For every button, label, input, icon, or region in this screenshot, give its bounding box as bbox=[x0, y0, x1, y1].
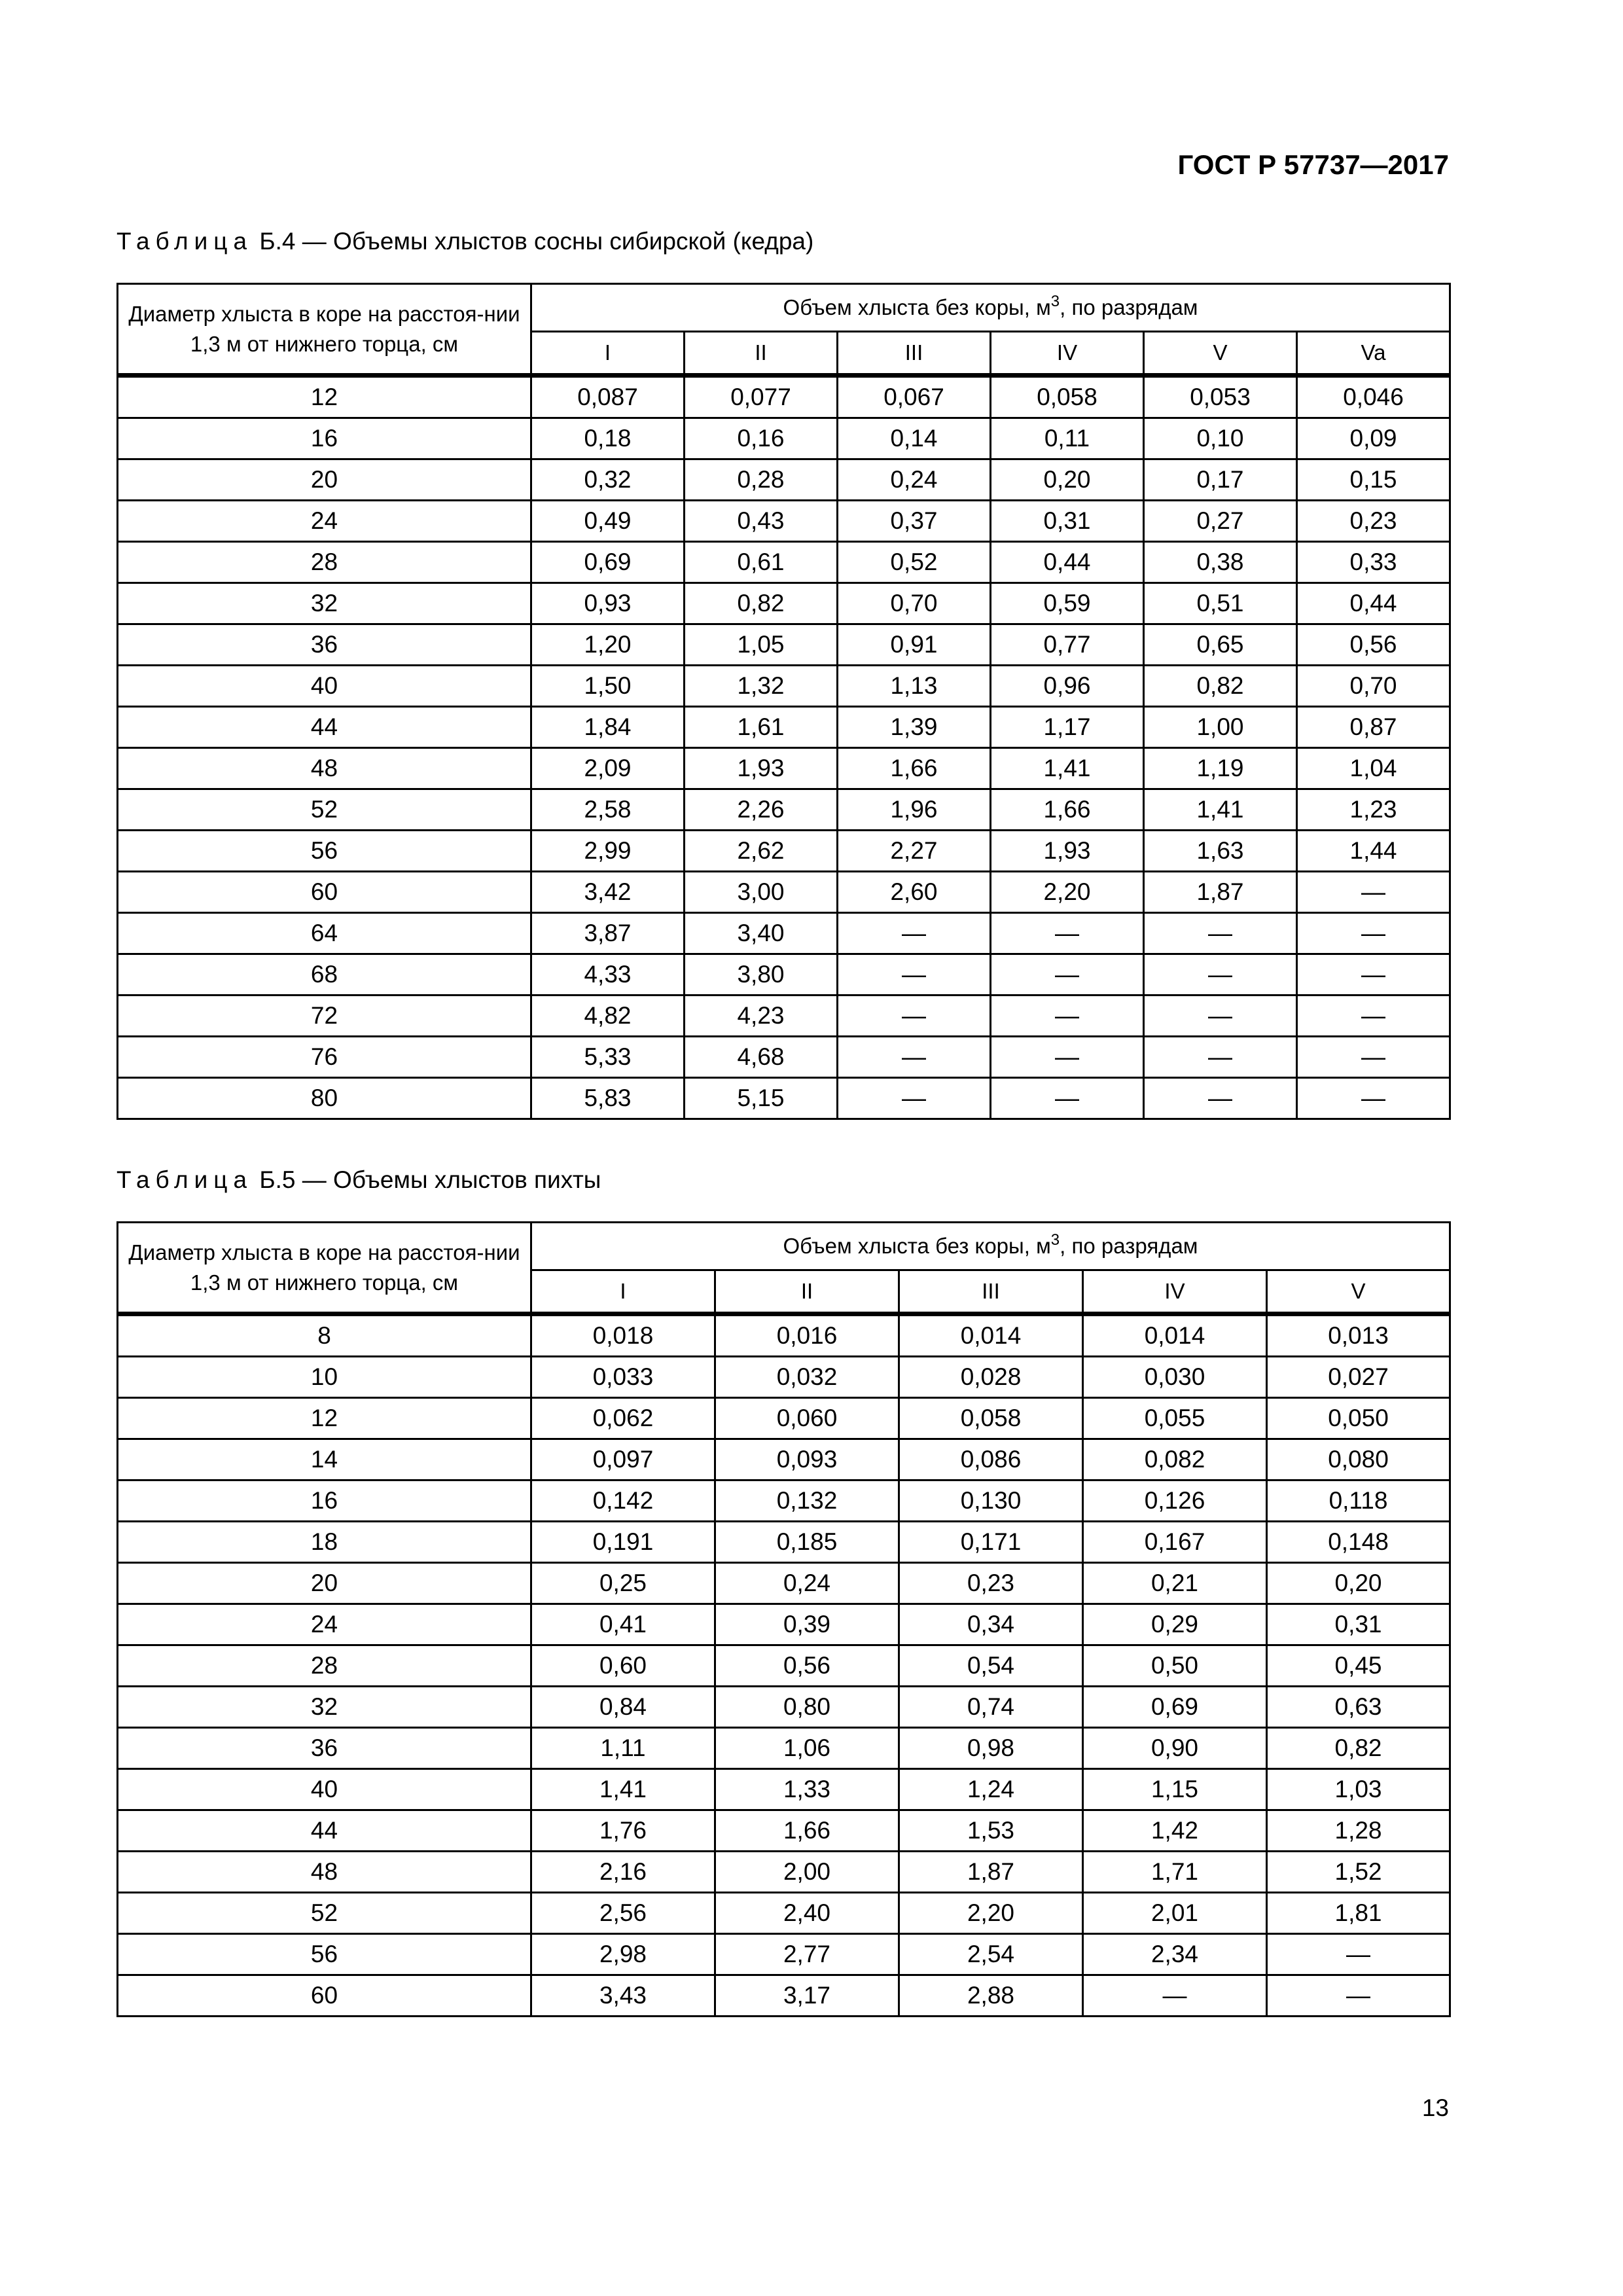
volume-cell: 1,71 bbox=[1083, 1852, 1267, 1893]
diameter-cell: 14 bbox=[118, 1439, 531, 1480]
table-row bbox=[118, 1975, 1450, 2017]
volume-cell: 1,28 bbox=[1267, 1810, 1450, 1852]
volume-cell: 0,39 bbox=[715, 1604, 899, 1645]
table-row bbox=[118, 1810, 1450, 1852]
volume-cell: 0,077 bbox=[685, 376, 838, 418]
volume-cell: 1,05 bbox=[685, 624, 838, 666]
volume-cell: 1,03 bbox=[1267, 1769, 1450, 1810]
volume-cell: 0,053 bbox=[1144, 376, 1297, 418]
volume-cell: 0,60 bbox=[531, 1645, 715, 1687]
volume-cell: 1,19 bbox=[1144, 748, 1297, 789]
volume-cell: 0,087 bbox=[531, 376, 685, 418]
volume-cell: — bbox=[1297, 1037, 1450, 1078]
volume-cell: 0,027 bbox=[1267, 1357, 1450, 1398]
table-b4-caption-word: Таблица bbox=[116, 228, 253, 255]
volume-cell: — bbox=[1267, 1975, 1450, 2017]
volume-cell: 0,058 bbox=[991, 376, 1144, 418]
volume-cell: 4,33 bbox=[531, 954, 685, 996]
volume-cell: 1,93 bbox=[685, 748, 838, 789]
table-b5-class-header: II bbox=[715, 1270, 899, 1314]
diameter-cell: 32 bbox=[118, 1687, 531, 1728]
volume-cell: 0,16 bbox=[685, 418, 838, 459]
volume-cell: 0,59 bbox=[991, 583, 1144, 624]
table-b4-class-header: I bbox=[531, 332, 685, 376]
volume-cell: 0,082 bbox=[1083, 1439, 1267, 1480]
volume-cell: 2,34 bbox=[1083, 1934, 1267, 1975]
volume-cell: 0,31 bbox=[1267, 1604, 1450, 1645]
table-b5-diameter-header: Диаметр хлыста в коре на расстоя-нии 1,3 м от нижнего торца, см bbox=[118, 1223, 531, 1314]
volume-cell: 2,00 bbox=[715, 1852, 899, 1893]
table-b5-caption-text: Б.5 — Объемы хлыстов пихты bbox=[259, 1166, 601, 1193]
table-b4-diameter-header: Диаметр хлыста в коре на расстоя-нии 1,3 м от нижнего торца, см bbox=[118, 284, 531, 376]
volume-cell: 0,24 bbox=[838, 459, 991, 501]
table-row bbox=[118, 996, 1450, 1037]
volume-cell: 0,50 bbox=[1083, 1645, 1267, 1687]
volume-cell: 0,046 bbox=[1297, 376, 1450, 418]
volume-cell: 2,27 bbox=[838, 831, 991, 872]
volume-cell: 2,01 bbox=[1083, 1893, 1267, 1934]
table-b5-volume-header-sup: 3 bbox=[1050, 1231, 1060, 1249]
volume-cell: 1,76 bbox=[531, 1810, 715, 1852]
table-b4-volume-header bbox=[531, 284, 1450, 332]
volume-cell: 0,61 bbox=[685, 542, 838, 583]
table-row bbox=[118, 1934, 1450, 1975]
volume-cell: 0,14 bbox=[838, 418, 991, 459]
volume-cell: — bbox=[991, 913, 1144, 954]
volume-cell: — bbox=[1144, 996, 1297, 1037]
volume-cell: 0,11 bbox=[991, 418, 1144, 459]
diameter-cell: 76 bbox=[118, 1037, 531, 1078]
diameter-cell: 20 bbox=[118, 459, 531, 501]
volume-cell: — bbox=[838, 996, 991, 1037]
volume-cell: 1,42 bbox=[1083, 1810, 1267, 1852]
volume-cell: 0,126 bbox=[1083, 1480, 1267, 1522]
diameter-cell: 24 bbox=[118, 1604, 531, 1645]
volume-cell: 0,65 bbox=[1144, 624, 1297, 666]
volume-cell: 0,20 bbox=[991, 459, 1144, 501]
table-b5-caption-word: Таблица bbox=[116, 1166, 253, 1193]
table-b5-volume-header-text: Объем хлыста без коры, м bbox=[783, 1234, 1051, 1258]
table-b4-volume-header-suffix: , по разрядам bbox=[1060, 295, 1198, 319]
volume-cell: 1,93 bbox=[991, 831, 1144, 872]
table-row bbox=[118, 376, 1450, 418]
volume-cell: 2,09 bbox=[531, 748, 685, 789]
volume-cell: 5,15 bbox=[685, 1078, 838, 1119]
volume-cell: 1,53 bbox=[899, 1810, 1083, 1852]
volume-cell: 0,191 bbox=[531, 1522, 715, 1563]
table-row bbox=[118, 418, 1450, 459]
volume-cell: 3,40 bbox=[685, 913, 838, 954]
volume-cell: 0,27 bbox=[1144, 501, 1297, 542]
volume-cell: 0,014 bbox=[1083, 1314, 1267, 1357]
diameter-cell: 80 bbox=[118, 1078, 531, 1119]
volume-cell: 0,093 bbox=[715, 1439, 899, 1480]
table-b4-caption-text: Б.4 — Объемы хлыстов сосны сибирской (кедра) bbox=[259, 228, 814, 255]
volume-cell: — bbox=[838, 1078, 991, 1119]
volume-cell: 3,80 bbox=[685, 954, 838, 996]
volume-cell: 0,93 bbox=[531, 583, 685, 624]
volume-cell: 0,80 bbox=[715, 1687, 899, 1728]
volume-cell: 0,09 bbox=[1297, 418, 1450, 459]
table-b4-class-header: V bbox=[1144, 332, 1297, 376]
volume-cell: 0,98 bbox=[899, 1728, 1083, 1769]
volume-cell: — bbox=[1297, 996, 1450, 1037]
volume-cell: — bbox=[838, 913, 991, 954]
table-b4-class-header: IV bbox=[991, 332, 1144, 376]
volume-cell: — bbox=[1297, 913, 1450, 954]
volume-cell: 1,24 bbox=[899, 1769, 1083, 1810]
volume-cell: 0,10 bbox=[1144, 418, 1297, 459]
volume-cell: 0,148 bbox=[1267, 1522, 1450, 1563]
volume-cell: 0,82 bbox=[1144, 666, 1297, 707]
diameter-cell: 36 bbox=[118, 624, 531, 666]
volume-cell: 1,20 bbox=[531, 624, 685, 666]
table-b4-caption bbox=[116, 228, 813, 255]
volume-cell: 2,60 bbox=[838, 872, 991, 913]
volume-cell: 0,055 bbox=[1083, 1398, 1267, 1439]
volume-cell: 1,61 bbox=[685, 707, 838, 748]
diameter-cell: 8 bbox=[118, 1314, 531, 1357]
diameter-cell: 56 bbox=[118, 1934, 531, 1975]
volume-cell: 1,66 bbox=[838, 748, 991, 789]
volume-cell: 0,38 bbox=[1144, 542, 1297, 583]
table-row bbox=[118, 913, 1450, 954]
volume-cell: 1,04 bbox=[1297, 748, 1450, 789]
table-row bbox=[118, 748, 1450, 789]
table-b5-class-header: IV bbox=[1083, 1270, 1267, 1314]
volume-cell: — bbox=[1144, 954, 1297, 996]
volume-cell: 2,16 bbox=[531, 1852, 715, 1893]
volume-cell: 0,171 bbox=[899, 1522, 1083, 1563]
volume-cell: 1,81 bbox=[1267, 1893, 1450, 1934]
diameter-cell: 40 bbox=[118, 666, 531, 707]
volume-cell: 0,56 bbox=[1297, 624, 1450, 666]
diameter-cell: 18 bbox=[118, 1522, 531, 1563]
table-row bbox=[118, 459, 1450, 501]
volume-cell: 0,34 bbox=[899, 1604, 1083, 1645]
table-row bbox=[118, 624, 1450, 666]
volume-cell: 2,40 bbox=[715, 1893, 899, 1934]
volume-cell: 1,84 bbox=[531, 707, 685, 748]
table-b5-volume-header bbox=[531, 1223, 1450, 1270]
table-b5 bbox=[116, 1221, 1451, 2017]
volume-cell: 2,26 bbox=[685, 789, 838, 831]
volume-cell: 1,23 bbox=[1297, 789, 1450, 831]
diameter-cell: 56 bbox=[118, 831, 531, 872]
table-b5-class-header: I bbox=[531, 1270, 715, 1314]
volume-cell: 3,17 bbox=[715, 1975, 899, 2017]
volume-cell: 1,06 bbox=[715, 1728, 899, 1769]
volume-cell: 1,87 bbox=[899, 1852, 1083, 1893]
diameter-cell: 48 bbox=[118, 1852, 531, 1893]
volume-cell: 1,52 bbox=[1267, 1852, 1450, 1893]
volume-cell: — bbox=[991, 954, 1144, 996]
volume-cell: 0,080 bbox=[1267, 1439, 1450, 1480]
table-row bbox=[118, 707, 1450, 748]
table-row bbox=[118, 1037, 1450, 1078]
diameter-cell: 52 bbox=[118, 1893, 531, 1934]
table-row bbox=[118, 1398, 1450, 1439]
volume-cell: 0,56 bbox=[715, 1645, 899, 1687]
volume-cell: 2,20 bbox=[991, 872, 1144, 913]
table-row bbox=[118, 1893, 1450, 1934]
diameter-cell: 68 bbox=[118, 954, 531, 996]
volume-cell: 0,030 bbox=[1083, 1357, 1267, 1398]
volume-cell: 0,086 bbox=[899, 1439, 1083, 1480]
volume-cell: 0,058 bbox=[899, 1398, 1083, 1439]
table-b4-class-header: II bbox=[685, 332, 838, 376]
diameter-cell: 52 bbox=[118, 789, 531, 831]
volume-cell: 2,62 bbox=[685, 831, 838, 872]
volume-cell: — bbox=[1297, 872, 1450, 913]
volume-cell: 0,130 bbox=[899, 1480, 1083, 1522]
volume-cell: 0,37 bbox=[838, 501, 991, 542]
volume-cell: 0,51 bbox=[1144, 583, 1297, 624]
volume-cell: — bbox=[1083, 1975, 1267, 2017]
volume-cell: 0,118 bbox=[1267, 1480, 1450, 1522]
table-b5-class-header: V bbox=[1267, 1270, 1450, 1314]
diameter-cell: 44 bbox=[118, 1810, 531, 1852]
volume-cell: 2,54 bbox=[899, 1934, 1083, 1975]
table-row bbox=[118, 1728, 1450, 1769]
volume-cell: 4,68 bbox=[685, 1037, 838, 1078]
volume-cell: — bbox=[1297, 1078, 1450, 1119]
volume-cell: 0,23 bbox=[899, 1563, 1083, 1604]
volume-cell: 1,50 bbox=[531, 666, 685, 707]
diameter-cell: 60 bbox=[118, 1975, 531, 2017]
volume-cell: 1,66 bbox=[991, 789, 1144, 831]
volume-cell: 1,66 bbox=[715, 1810, 899, 1852]
diameter-cell: 20 bbox=[118, 1563, 531, 1604]
volume-cell: 0,167 bbox=[1083, 1522, 1267, 1563]
volume-cell: 0,41 bbox=[531, 1604, 715, 1645]
table-b4-volume-header-sup: 3 bbox=[1050, 293, 1060, 310]
volume-cell: — bbox=[991, 1078, 1144, 1119]
volume-cell: 0,49 bbox=[531, 501, 685, 542]
table-row bbox=[118, 1604, 1450, 1645]
volume-cell: 0,91 bbox=[838, 624, 991, 666]
table-row bbox=[118, 1314, 1450, 1357]
volume-cell: 0,17 bbox=[1144, 459, 1297, 501]
volume-cell: 2,77 bbox=[715, 1934, 899, 1975]
volume-cell: 1,15 bbox=[1083, 1769, 1267, 1810]
volume-cell: 0,84 bbox=[531, 1687, 715, 1728]
diameter-cell: 10 bbox=[118, 1357, 531, 1398]
volume-cell: — bbox=[1144, 913, 1297, 954]
table-b5-class-header: III bbox=[899, 1270, 1083, 1314]
diameter-cell: 40 bbox=[118, 1769, 531, 1810]
diameter-cell: 16 bbox=[118, 1480, 531, 1522]
table-row bbox=[118, 1852, 1450, 1893]
volume-cell: 0,77 bbox=[991, 624, 1144, 666]
volume-cell: 0,033 bbox=[531, 1357, 715, 1398]
volume-cell: — bbox=[991, 996, 1144, 1037]
volume-cell: 1,13 bbox=[838, 666, 991, 707]
volume-cell: 0,43 bbox=[685, 501, 838, 542]
diameter-cell: 60 bbox=[118, 872, 531, 913]
volume-cell: 0,24 bbox=[715, 1563, 899, 1604]
volume-cell: 1,41 bbox=[1144, 789, 1297, 831]
volume-cell: 1,33 bbox=[715, 1769, 899, 1810]
volume-cell: 1,00 bbox=[1144, 707, 1297, 748]
table-row bbox=[118, 831, 1450, 872]
volume-cell: 0,20 bbox=[1267, 1563, 1450, 1604]
volume-cell: 0,21 bbox=[1083, 1563, 1267, 1604]
volume-cell: — bbox=[1144, 1037, 1297, 1078]
volume-cell: 3,00 bbox=[685, 872, 838, 913]
table-row bbox=[118, 1357, 1450, 1398]
volume-cell: 1,17 bbox=[991, 707, 1144, 748]
volume-cell: 1,32 bbox=[685, 666, 838, 707]
volume-cell: 1,39 bbox=[838, 707, 991, 748]
table-b4 bbox=[116, 283, 1451, 1120]
volume-cell: 0,013 bbox=[1267, 1314, 1450, 1357]
diameter-cell: 16 bbox=[118, 418, 531, 459]
diameter-cell: 64 bbox=[118, 913, 531, 954]
volume-cell: 3,43 bbox=[531, 1975, 715, 2017]
volume-cell: 1,63 bbox=[1144, 831, 1297, 872]
table-b4-volume-header-text: Объем хлыста без коры, м bbox=[783, 295, 1051, 319]
volume-cell: 0,142 bbox=[531, 1480, 715, 1522]
volume-cell: 0,050 bbox=[1267, 1398, 1450, 1439]
diameter-cell: 28 bbox=[118, 542, 531, 583]
table-row bbox=[118, 501, 1450, 542]
table-row bbox=[118, 542, 1450, 583]
volume-cell: 2,88 bbox=[899, 1975, 1083, 2017]
table-row bbox=[118, 872, 1450, 913]
diameter-cell: 24 bbox=[118, 501, 531, 542]
volume-cell: — bbox=[1144, 1078, 1297, 1119]
volume-cell: 0,87 bbox=[1297, 707, 1450, 748]
table-row bbox=[118, 1687, 1450, 1728]
volume-cell: 1,11 bbox=[531, 1728, 715, 1769]
volume-cell: 3,42 bbox=[531, 872, 685, 913]
volume-cell: 0,82 bbox=[1267, 1728, 1450, 1769]
table-row bbox=[118, 1439, 1450, 1480]
volume-cell: 0,52 bbox=[838, 542, 991, 583]
volume-cell: 4,82 bbox=[531, 996, 685, 1037]
volume-cell: 2,58 bbox=[531, 789, 685, 831]
volume-cell: 0,29 bbox=[1083, 1604, 1267, 1645]
table-b4-class-header: III bbox=[838, 332, 991, 376]
table-row bbox=[118, 1078, 1450, 1119]
table-row bbox=[118, 1563, 1450, 1604]
diameter-cell: 72 bbox=[118, 996, 531, 1037]
volume-cell: 0,44 bbox=[1297, 583, 1450, 624]
volume-cell: 0,90 bbox=[1083, 1728, 1267, 1769]
volume-cell: 0,45 bbox=[1267, 1645, 1450, 1687]
table-row bbox=[118, 789, 1450, 831]
document-code: ГОСТ Р 57737—2017 bbox=[1177, 149, 1449, 180]
volume-cell: 0,15 bbox=[1297, 459, 1450, 501]
volume-cell: 2,56 bbox=[531, 1893, 715, 1934]
volume-cell: 0,028 bbox=[899, 1357, 1083, 1398]
volume-cell: 0,74 bbox=[899, 1687, 1083, 1728]
volume-cell: 0,28 bbox=[685, 459, 838, 501]
table-row bbox=[118, 1522, 1450, 1563]
volume-cell: 0,032 bbox=[715, 1357, 899, 1398]
volume-cell: 1,44 bbox=[1297, 831, 1450, 872]
volume-cell: 0,63 bbox=[1267, 1687, 1450, 1728]
table-row bbox=[118, 1645, 1450, 1687]
volume-cell: 2,99 bbox=[531, 831, 685, 872]
volume-cell: 0,016 bbox=[715, 1314, 899, 1357]
volume-cell: 0,70 bbox=[838, 583, 991, 624]
table-row bbox=[118, 583, 1450, 624]
volume-cell: — bbox=[1267, 1934, 1450, 1975]
volume-cell: 0,44 bbox=[991, 542, 1144, 583]
volume-cell: 0,54 bbox=[899, 1645, 1083, 1687]
volume-cell: 0,69 bbox=[1083, 1687, 1267, 1728]
volume-cell: 0,067 bbox=[838, 376, 991, 418]
diameter-cell: 32 bbox=[118, 583, 531, 624]
volume-cell: 0,70 bbox=[1297, 666, 1450, 707]
table-row bbox=[118, 954, 1450, 996]
table-row bbox=[118, 666, 1450, 707]
volume-cell: 0,097 bbox=[531, 1439, 715, 1480]
volume-cell: 4,23 bbox=[685, 996, 838, 1037]
volume-cell: 0,060 bbox=[715, 1398, 899, 1439]
volume-cell: 0,185 bbox=[715, 1522, 899, 1563]
diameter-cell: 12 bbox=[118, 376, 531, 418]
volume-cell: 0,018 bbox=[531, 1314, 715, 1357]
volume-cell: — bbox=[838, 954, 991, 996]
volume-cell: 1,87 bbox=[1144, 872, 1297, 913]
volume-cell: 0,014 bbox=[899, 1314, 1083, 1357]
table-b4-class-header: Va bbox=[1297, 332, 1450, 376]
volume-cell: 0,31 bbox=[991, 501, 1144, 542]
volume-cell: — bbox=[1297, 954, 1450, 996]
volume-cell: 0,69 bbox=[531, 542, 685, 583]
table-row bbox=[118, 1480, 1450, 1522]
volume-cell: 1,96 bbox=[838, 789, 991, 831]
volume-cell: 0,96 bbox=[991, 666, 1144, 707]
page-number: 13 bbox=[1421, 2094, 1449, 2121]
volume-cell: — bbox=[838, 1037, 991, 1078]
volume-cell: 0,062 bbox=[531, 1398, 715, 1439]
diameter-cell: 36 bbox=[118, 1728, 531, 1769]
table-b5-volume-header-suffix: , по разрядам bbox=[1060, 1234, 1198, 1258]
diameter-cell: 28 bbox=[118, 1645, 531, 1687]
volume-cell: 2,98 bbox=[531, 1934, 715, 1975]
volume-cell: 0,82 bbox=[685, 583, 838, 624]
diameter-cell: 48 bbox=[118, 748, 531, 789]
diameter-cell: 12 bbox=[118, 1398, 531, 1439]
volume-cell: 0,33 bbox=[1297, 542, 1450, 583]
volume-cell: 5,33 bbox=[531, 1037, 685, 1078]
volume-cell: — bbox=[991, 1037, 1144, 1078]
volume-cell: 3,87 bbox=[531, 913, 685, 954]
volume-cell: 5,83 bbox=[531, 1078, 685, 1119]
volume-cell: 0,23 bbox=[1297, 501, 1450, 542]
volume-cell: 1,41 bbox=[531, 1769, 715, 1810]
volume-cell: 1,41 bbox=[991, 748, 1144, 789]
volume-cell: 2,20 bbox=[899, 1893, 1083, 1934]
table-row bbox=[118, 1769, 1450, 1810]
volume-cell: 0,18 bbox=[531, 418, 685, 459]
volume-cell: 0,25 bbox=[531, 1563, 715, 1604]
diameter-cell: 44 bbox=[118, 707, 531, 748]
volume-cell: 0,32 bbox=[531, 459, 685, 501]
table-b5-caption bbox=[116, 1166, 601, 1194]
volume-cell: 0,132 bbox=[715, 1480, 899, 1522]
